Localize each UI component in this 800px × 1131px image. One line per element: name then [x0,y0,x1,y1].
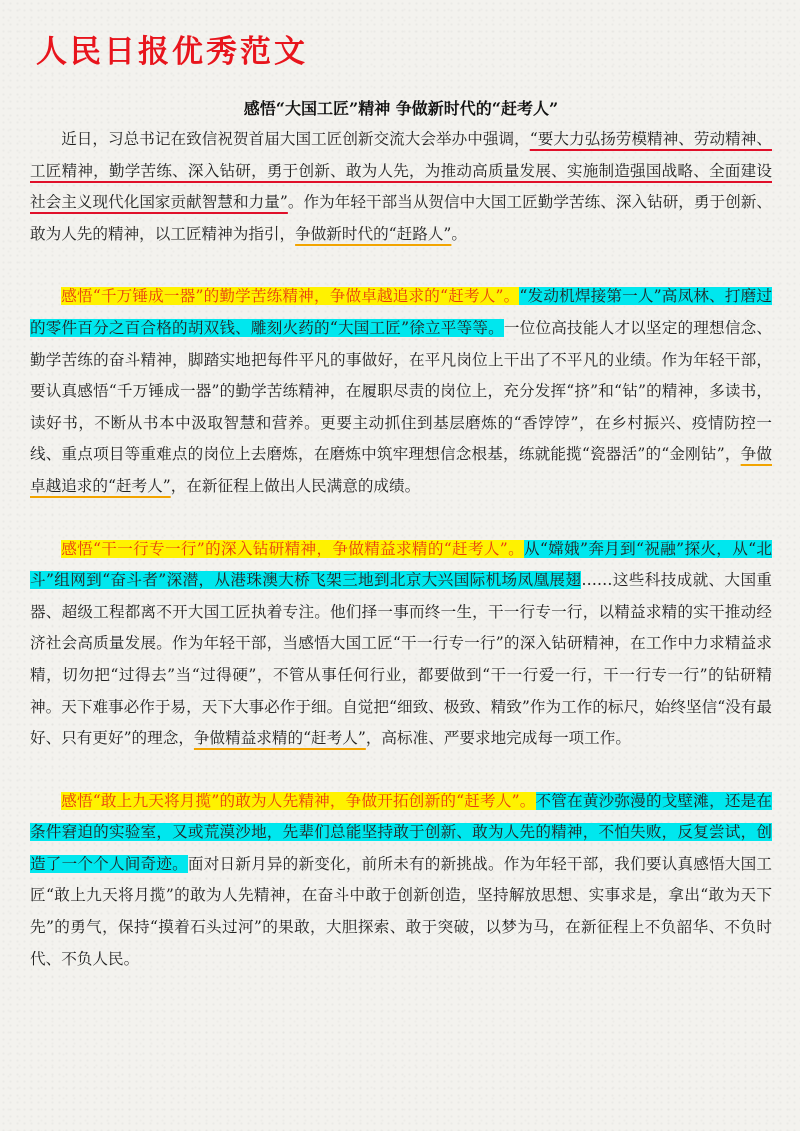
section-2-heading: 感悟“干一行专一行”的深入钻研精神，争做精益求精的“赶考人”。 [61,539,524,558]
intro-end: 。 [451,224,468,243]
page-header-title: 人民日报优秀范文 [36,34,308,70]
article [30,94,772,1006]
section-1-body: 一位位高技能人才以坚定的理想信念、勤学苦练的奋斗精神，脚踏实地把每件平凡的事做好，在平凡岗位上干出了不平凡的业绩。作为年轻干部，要认真感悟“千万锤成一器”的勤学苦练精神，在履职尽责的岗位上，充分发挥“挤”和“钻”的精神，多读书，读好书，不断从书本中汲取智慧和营养。更要主动抓住到基层磨炼的“香饽饽”，在乡村振兴、疫情防控一线、重点项目等重难点的岗位上去磨炼，在磨炼中筑牢理想信念根基，练就能揽“瓷器活”的“金刚钻”， [30,318,772,464]
paragraph-section-3 [30,786,772,976]
intro-lead: 近日，习总书记在致信祝贺首届大国工匠创新交流大会举办中强调， [61,130,530,148]
section-2-end: ，高标准、严要求地完成每一项工作。 [365,729,631,748]
section-1-end: ，在新征程上做出人民满意的成绩。 [170,476,421,495]
paragraph-section-1 [30,281,772,502]
section-2-body: ……这些科技成就、大国重器、超级工程都离不开大国工匠执着专注。他们择一事而终一生，干一行专一行，以精益求精的实干推动经济社会高质量发展。作为年轻干部，当感悟大国工匠“干一行专一行”的深入钻研精神，在工作中力求精益求精，切勿把“过得去”当“过得硬”，不管从事任何行业，都要做到“干一行爱一行，干一行专一行”的钻研精神。天下难事必作于易，天下大事必作于细。自觉把“细致、极致、精致”作为工作的标尺，始终坚信“没有最好、只有更好”的理念， [30,571,772,748]
intro-body: 。作为年轻干部当从贺信中大国工匠勤学苦练、深入钻研，勇于创新、敢为人先的精神，以工匠精神为指引， [30,193,772,243]
section-1-heading: 感悟“千万锤成一器”的勤学苦练精神，争做卓越追求的“赶考人”。 [61,287,520,306]
section-2-examples: 从“嫦娥”奔月到“祝融”探火，从“北斗”组网到“奋斗者”深潜，从港珠澳大桥飞架三地到北京大兴国际机场凤凰展翅 [30,539,772,590]
section-1-examples: “发动机焊接第一人”高凤林、打磨过的零件百分之百合格的胡双钱、雕刻火药的“大国工匠”徐立平等等。 [30,287,772,337]
article-title: 感悟“大国工匠”精神 争做新时代的“赶考人” [243,99,559,118]
section-2-underlined-phrase: 争做精益求精的“赶考人” [193,729,366,748]
paragraph-section-2 [30,534,772,755]
section-3-body: 面对日新月异的新变化，前所未有的新挑战。作为年轻干部，我们要认真感悟大国工匠“敢上九天将月揽”的敢为人先精神，在奋斗中敢于创新创造，坚持解放思想、实事求是，拿出“敢为天下先”的勇气，保持“摸着石头过河”的果敢，大胆探索、敢于突破，以梦为马，在新征程上不负韶华、不负时代、不负人民。 [30,854,772,968]
quote-underlined: “要大力弘扬劳模精神、劳动精神、工匠精神，勤学苦练、深入钻研，勇于创新、敢为人先，为推动高质量发展、实施制造强国战略、全面建设社会主义现代化国家贡献智慧和力量” [30,130,772,212]
intro-underlined-phrase: 争做新时代的“赶路人” [295,224,452,243]
paragraph-intro [30,124,772,250]
section-3-heading: 感悟“敢上九天将月揽”的敢为人先精神，争做开拓创新的“赶考人”。 [61,791,536,810]
section-1-underlined-phrase: 争做卓越追求的“赶考人” [30,445,772,495]
section-3-examples: 不管在黄沙弥漫的戈壁滩，还是在条件窘迫的实验室，又或荒漠沙地，先辈们总能坚持敢于创新、敢为人先的精神，不怕失败，反复尝试，创造了一个个人间奇迹。 [30,791,772,873]
